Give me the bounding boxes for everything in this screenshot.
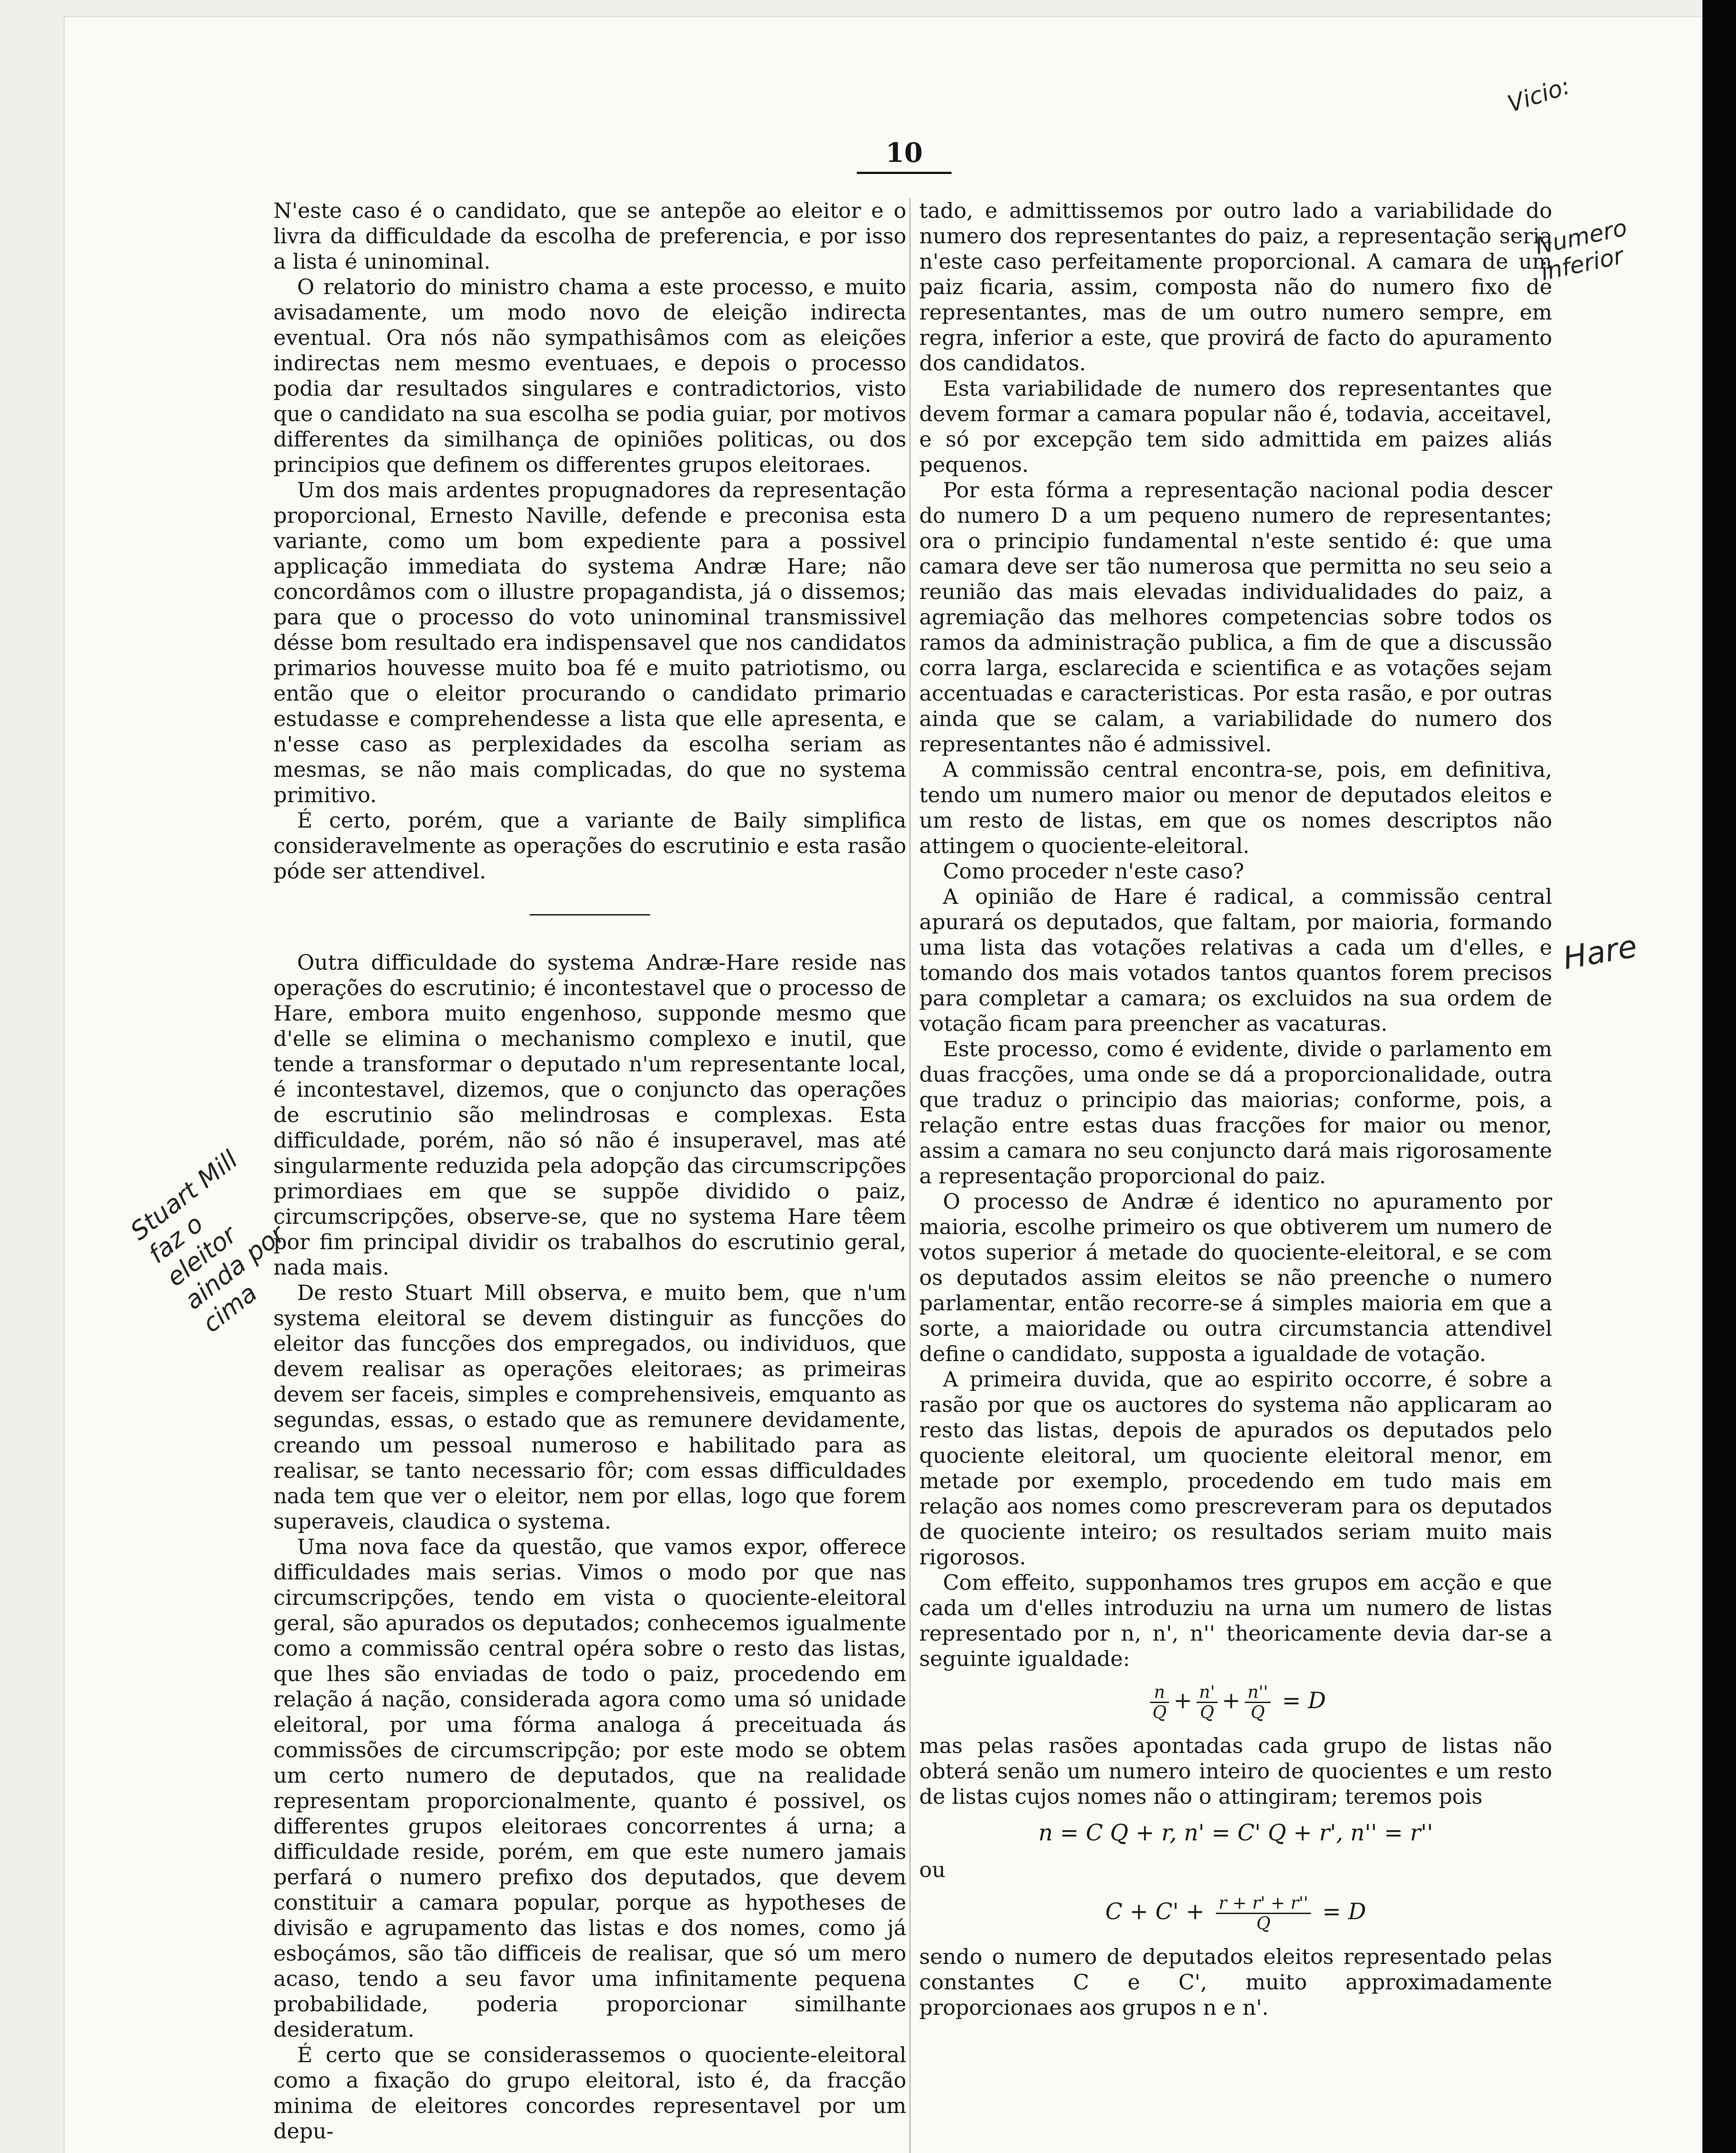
handwritten-note-left: Stuart Mill faz o eleitor ainda por cima (125, 1145, 291, 1338)
paragraph: Este processo, como é evidente, divide o parlamento em duas fracções, uma onde se dá a proporcionalidade, outra que traduz o principio das maiorias; conforme, pois, a relação entre estas duas fracções for maior ou menor, assim a camara no seu conjuncto dará mais rigorosamente a representação proporcional do paiz. (919, 1037, 1552, 1188)
formula-sum: $\frac{n}{Q}$ + $\frac{n'}{Q}$ + $\frac{n''}{Q}$ = D (919, 1683, 1552, 1722)
handwritten-note-right-low: Hare (1560, 928, 1640, 977)
right-column (919, 198, 1552, 2020)
fraction: $\frac{n}{Q}$ (1150, 1683, 1169, 1722)
paragraph: A commissão central encontra-se, pois, em definitiva, tendo um numero maior ou menor de deputados eleitos e um resto de listas, em que os nomes descriptos não attingem o quociente-eleitoral. (919, 757, 1552, 858)
paragraph: Uma nova face da questão, que vamos expor, offerece difficuldades mais serias. Vimos o modo por que nas circumscripções, tendo em vista o quociente-eleitoral geral, são apurados os deputados; conhecemos igualmente como a commissão central opéra sobre o resto das listas, que lhes são enviadas de todo o paiz, procedendo em relação á nação, considerada agora como uma só unidade eleitoral, por uma fórma analoga á preceituada ás commissões de circumscripção; por este modo se obtem um certo numero de deputados, que na realidade representam proporcionalmente, quanto é possivel, os differentes grupos eleitoraes concorrentes á urna; a difficuldade reside, porém, em que este numero jamais perfará o numero prefixo dos deputados, que devem constituir a camara popular, porque as hypotheses de divisão e agrupamento das listas e dos nomes, como já esboçámos, são tão difficeis de realisar, que só um mero acaso, tendo a seu favor uma infinitamente pequena probabilidade, poderia proporcionar similhante desideratum. (273, 1535, 906, 2042)
paragraph: Esta variabilidade de numero dos representantes que devem formar a camara popular não é, todavia, acceitavel, e só por excepção tem sido admittida em paizes aliás pequenos. (919, 376, 1552, 477)
paragraph: Por esta fórma a representação nacional podia descer do numero D a um pequeno numero de representantes; ora o principio fundamental n'este sentido é: que uma camara deve ser tão numerosa que permitta no seu seio a reunião das mais elevadas individualidades do paiz, a agremiação das melhores competencias sobre todos os ramos da administração publica, a fim de que a discussão corra larga, esclarecida e scientifica e as votações sejam accentuadas e caracteristicas. Por esta rasão, e por outras ainda que se calam, a variabilidade do numero dos representantes não é admissivel. (919, 478, 1552, 757)
section-divider (530, 914, 650, 915)
paragraph: sendo o numero de deputados eleitos representado pelas constantes C e C', muito approximadamente proporcionaes aos grupos n e n'. (919, 1945, 1552, 2020)
page-sheet (65, 17, 1709, 2153)
paragraph: A opinião de Hare é radical, a commissão central apurará os deputados, que faltam, por maioria, formando uma lista das votações relativas a cada um d'elles, e tomando dos mais votados tantos quantos forem precisos para completar a camara; os excluidos na sua ordem de votação ficam para preencher as vacaturas. (919, 884, 1552, 1036)
fraction: $\frac{n''}{Q}$ (1245, 1683, 1271, 1722)
paragraph: É certo, porém, que a variante de Baily simplifica consideravelmente as operações do escrutinio e esta rasão póde ser attendivel. (273, 808, 906, 884)
paragraph: Outra difficuldade do systema Andræ-Hare reside nas operações do escrutinio; é incontestavel que o processo de Hare, embora muito engenhoso, supponde mesmo que d'elle se elimina o mechanismo complexo e inutil, que tende a transformar o deputado n'um representante local, é incontestavel, dizemos, que o conjuncto das operações de escrutinio são melindrosas e complexas. Esta difficuldade, porém, não só não é insuperavel, mas até singularmente reduzida pela adopção das circumscripções primordiaes em que se suppõe dividido o paiz, circumscripções, observe-se, que no systema Hare têem por fim principal dividir os trabalhos do escrutinio geral, nada mais. (273, 950, 906, 1280)
scan-edge-bar (1702, 0, 1736, 2153)
handwritten-note-right-mid: Numero inferior (1533, 214, 1630, 286)
formula-connector: ou (919, 1858, 946, 1882)
paragraph: Um dos mais ardentes propugnadores da representação proporcional, Ernesto Naville, defende e preconisa esta variante, como um bom expediente para a possivel applicação immediata do systema Andræ Hare; não concordâmos com o illustre propagandista, já o dissemos; para que o processo do voto uninominal transmissivel désse bom resultado era indispensavel que nos candidatos primarios houvesse muito boa fé e muito patriotismo, ou então que o eleitor procurando o candidato primario estudasse e comprehendesse a lista que elle apresenta, e n'esse caso as perplexidades da escolha seriam as mesmas, se não mais complicadas, do que no systema primitivo. (273, 478, 906, 807)
paragraph: N'este caso é o candidato, que se antepõe ao eleitor e o livra da difficuldade da escolha de preferencia, e por isso a lista é uninominal. (273, 199, 906, 274)
paragraph: O relatorio do ministro chama a este processo, e muito avisadamente, um modo novo de eleição indirecta eventual. Ora nós não sympathisâmos com as eleições indirectas nem mesmo eventuaes, e depois o processo podia dar resultados singulares e contradictorios, visto que o candidato na sua escolha se podia guiar, por motivos differentes da similhança de opiniões politicas, ou dos principios que definem os differentes grupos eleitoraes. (273, 275, 906, 477)
formula-quotients: n = C Q + r, n' = C' Q + r', n'' = r'' (1038, 1820, 1433, 1846)
handwritten-note-right-top: Vicio: (1504, 72, 1573, 118)
left-column (273, 198, 906, 2144)
paragraph: mas pelas rasões apontadas cada grupo de listas não obterá senão um numero inteiro de quocientes e um resto de listas cujos nomes não o attingiram; teremos pois (919, 1734, 1552, 1809)
paragraph: Como proceder n'este caso? (943, 859, 1244, 884)
fraction: $\frac{r + r' + r''}{Q}$ (1216, 1894, 1311, 1933)
formula-total: C + C' + $\frac{r + r' + r''}{Q}$ = D (1105, 1893, 1366, 1933)
page-number: 10 (857, 137, 952, 174)
paragraph: De resto Stuart Mill observa, e muito bem, que n'um systema eleitoral se devem distinguir as funcções do eleitor das funcções dos empregados, ou individuos, que devem realisar as operações eleitoraes; as primeiras devem ser faceis, simples e comprehensiveis, emquanto as segundas, essas, o estado que as remunere devidamente, creando um pessoal numeroso e habilitado para as realisar, se tanto necessario fôr; com essas difficuldades nada tem que ver o eleitor, nem por ellas, logo que forem superaveis, claudica o systema. (273, 1281, 906, 1534)
paragraph: É certo que se considerassemos o quociente-eleitoral como a fixação do grupo eleitoral, isto é, da fracção minima de eleitores concordes representavel por um depu- (273, 2043, 906, 2144)
paragraph: tado, e admittissemos por outro lado a variabilidade do numero dos representantes do paiz, a representação seria n'este caso perfeitamente proporcional. A camara de um paiz ficaria, assim, composta não do numero fixo de representantes, mas de um outro numero sempre, em regra, inferior a este, que provirá de facto do apuramento dos candidatos. (919, 199, 1552, 375)
paragraph: O processo de Andræ é identico no apuramento por maioria, escolhe primeiro os que obtiverem um numero de votos superior á metade do quociente-eleitoral, e se com os deputados assim eleitos se não preenche o numero parlamentar, então recorre-se á simples maioria em que a sorte, a maioridade ou outra circumstancia attendivel define o candidato, supposta a igualdade de votação. (919, 1189, 1552, 1366)
fraction: $\frac{n'}{Q}$ (1197, 1683, 1218, 1722)
paragraph: A primeira duvida, que ao espirito occorre, é sobre a rasão por que os auctores do systema não applicaram ao resto das listas, depois de apurados os deputados pelo quociente eleitoral, um quociente eleitoral menor, em metade por exemplo, procedendo em tudo mais em relação aos nomes como prescreveram para os deputados de quociente inteiro; os resultados seriam muito mais rigorosos. (919, 1367, 1552, 1570)
column-divider (909, 198, 911, 2153)
paragraph: Com effeito, supponhamos tres grupos em acção e que cada um d'elles introduziu na urna um numero de listas representado por n, n', n'' theoricamente devia dar-se a seguinte igualdade: (919, 1570, 1552, 1671)
